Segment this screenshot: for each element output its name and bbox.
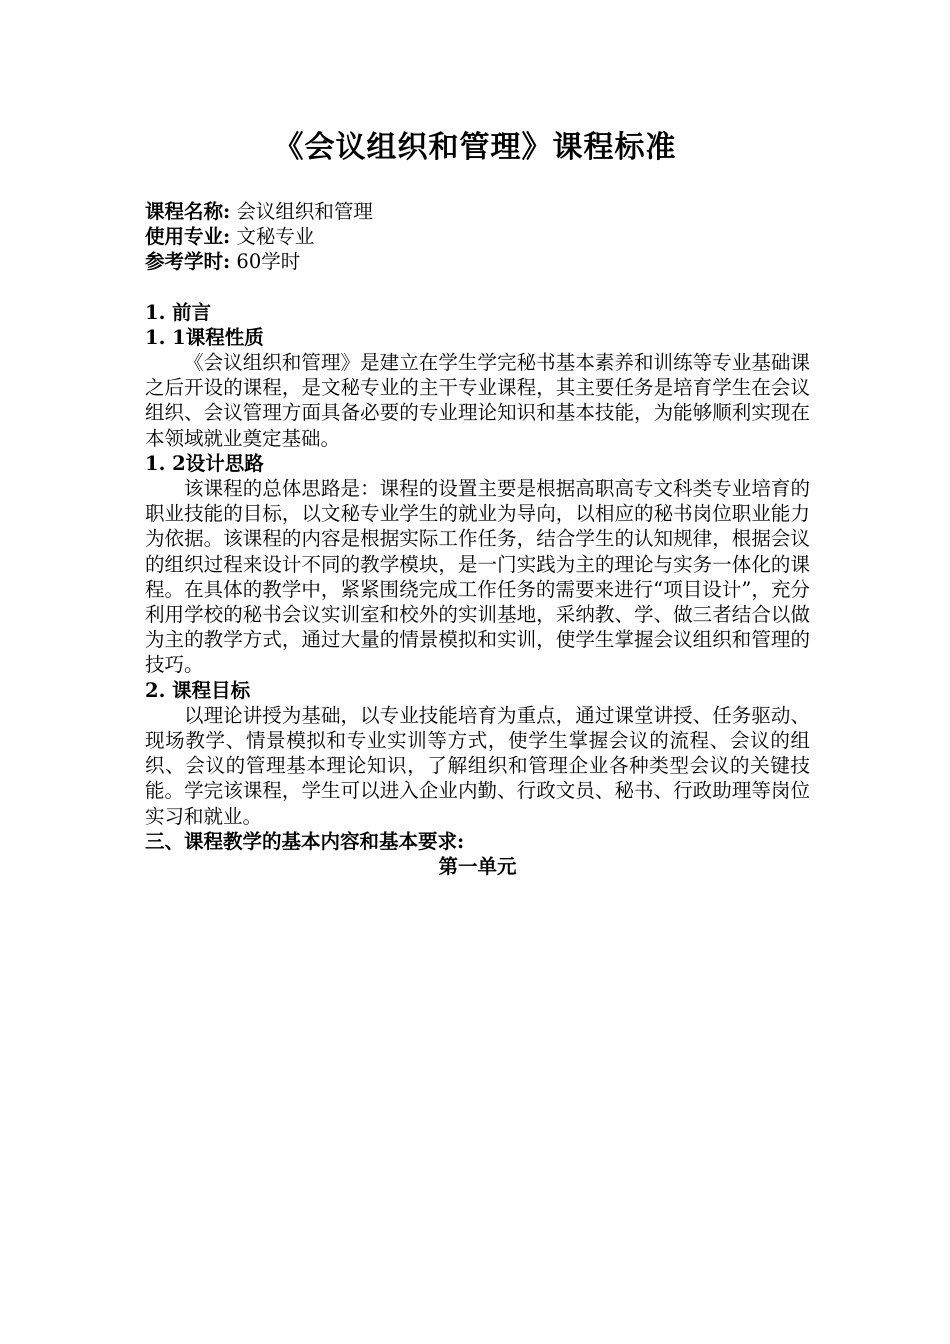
- meta-value: 会议组织和管理: [236, 200, 373, 223]
- spacer: [145, 275, 810, 300]
- section-heading-content: 三、课程教学的基本内容和基本要求:: [145, 829, 465, 853]
- paragraph-design: 该课程的总体思路是：课程的设置主要是根据高职高专文科类专业培育的职业技能的目标，以文秘专业学生的就业为导向，以相应的秘书岗位职业能力为依据。该课程的内容是根据实际工作任务，结合学生的认知规律，根据会议的组织过程来设计不同的教学模块，是一门实践为主的理论与实务一体化的课程。在具体的教学中，紧紧围绕完成工作任务的需要来进行“项目设计”，充分利用学校的秘书会议实训室和校外的实训基地，采纳教、学、做三者结合以做为主的教学方式，通过大量的情景模拟和实训，使学生掌握会议组织和管理的技巧。: [145, 477, 810, 677]
- section-heading-goal: 2. 课程目标: [145, 678, 251, 702]
- section-heading-nature: 1. 1课程性质: [145, 325, 264, 349]
- meta-label: 参考学时:: [145, 250, 231, 274]
- unit-title: 第一单元: [438, 855, 517, 879]
- paragraph-goal: 以理论讲授为基础，以专业技能培育为重点，通过课堂讲授、任务驱动、现场教学、情景模拟和专业实训等方式，使学生掌握会议的流程、会议的组织、会议的管理基本理论知识，了解组织和管理企业各种类型会议的关键技能。学完该课程，学生可以进入企业内勤、行政文员、秘书、行政助理等岗位实习和就业。: [145, 703, 810, 828]
- meta-label: 课程名称:: [145, 200, 231, 223]
- meta-value: 60学时: [236, 250, 301, 274]
- section-heading-design: 1. 2设计思路: [145, 451, 264, 475]
- paragraph-nature: 《会议组织和管理》是建立在学生学完秘书基本素养和训练等专业基础课之后开设的课程，是文秘专业的主干专业课程，其主要任务是培育学生在会议组织、会议管理方面具备必要的专业理论知识和基本技能，为能够顺利实现在本领域就业奠定基础。: [145, 351, 810, 450]
- meta-label: 使用专业:: [145, 225, 231, 249]
- meta-hours: [145, 249, 810, 274]
- document-title: 《会议组织和管理》课程标准: [273, 130, 677, 165]
- document-body: [145, 199, 810, 879]
- section-heading-preface: 1. 前言: [145, 300, 212, 324]
- meta-major: [145, 224, 810, 249]
- meta-course-name: [145, 199, 810, 224]
- meta-value: 文秘专业: [236, 225, 315, 249]
